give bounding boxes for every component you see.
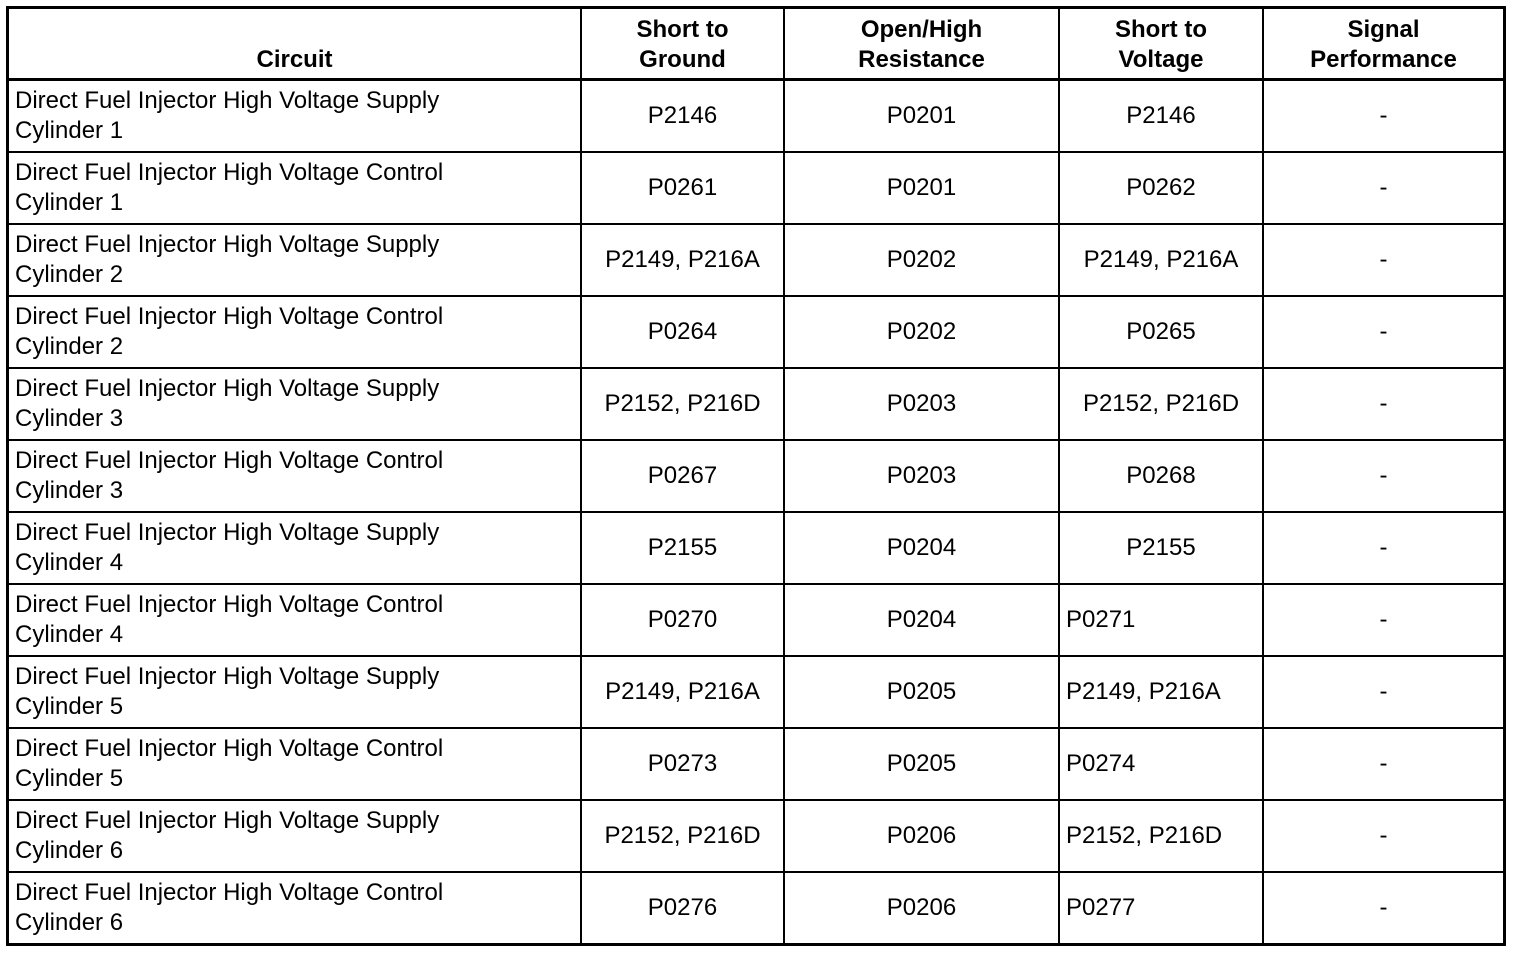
table-row: [8, 224, 1505, 296]
circuit-cell: [8, 512, 582, 584]
short-to-ground-cell: P2155: [581, 512, 784, 584]
table-row: [8, 656, 1505, 728]
circuit-cell: [8, 80, 582, 153]
table-row: [8, 296, 1505, 368]
circuit-cell: [8, 224, 582, 296]
short-to-voltage-cell: P2155: [1059, 512, 1263, 584]
short-to-ground-cell: P2149, P216A: [581, 224, 784, 296]
header-circuit-line-1: Circuit: [256, 46, 333, 73]
short-to-voltage-cell: P2149, P216A: [1059, 656, 1263, 728]
header-short-to-ground-line-2: Ground: [639, 46, 726, 73]
circuit-line-2: Cylinder 5: [15, 692, 124, 720]
short-to-ground-cell: P2146: [581, 80, 784, 153]
table-row: [8, 512, 1505, 584]
header-open-high-line-2: Resistance: [858, 46, 985, 73]
dtc-circuit-table: [6, 6, 1506, 946]
open-high-resistance-cell: P0206: [784, 800, 1059, 872]
short-to-voltage-cell: P0262: [1059, 152, 1263, 224]
open-high-resistance-cell: P0205: [784, 728, 1059, 800]
table-body: [8, 80, 1505, 945]
table-row: [8, 584, 1505, 656]
header-signal-performance-line-1: Signal: [1347, 16, 1420, 43]
table-row: [8, 800, 1505, 872]
circuit-line-2: Cylinder 1: [15, 117, 124, 144]
short-to-voltage-cell: P0271: [1059, 584, 1263, 656]
signal-performance-cell: -: [1263, 440, 1505, 512]
short-to-voltage-cell: P2146: [1059, 80, 1263, 153]
short-to-ground-cell: P0267: [581, 440, 784, 512]
table-row: [8, 152, 1505, 224]
open-high-resistance-cell: P0201: [784, 152, 1059, 224]
short-to-voltage-cell: P2152, P216D: [1059, 368, 1263, 440]
circuit-line-1: Direct Fuel Injector High Voltage Supply: [15, 662, 440, 690]
table-row: [8, 368, 1505, 440]
circuit-line-1: Direct Fuel Injector High Voltage Control: [15, 302, 444, 330]
signal-performance-cell: -: [1263, 872, 1505, 945]
circuit-line-2: Cylinder 2: [15, 260, 124, 288]
short-to-voltage-cell: P2152, P216D: [1059, 800, 1263, 872]
open-high-resistance-cell: P0206: [784, 872, 1059, 945]
short-to-ground-cell: P2152, P216D: [581, 368, 784, 440]
signal-performance-cell: -: [1263, 512, 1505, 584]
table-row: [8, 80, 1505, 153]
open-high-resistance-cell: P0202: [784, 296, 1059, 368]
header-circuit: [8, 8, 582, 80]
short-to-ground-cell: P0273: [581, 728, 784, 800]
short-to-voltage-cell: P0277: [1059, 872, 1263, 945]
circuit-line-2: Cylinder 3: [15, 476, 124, 504]
header-short-to-ground-line-1: Short to: [636, 16, 729, 43]
table-row: [8, 728, 1505, 800]
short-to-ground-cell: P2149, P216A: [581, 656, 784, 728]
table-row: [8, 872, 1505, 945]
short-to-ground-cell: P2152, P216D: [581, 800, 784, 872]
circuit-line-1: Direct Fuel Injector High Voltage Supply: [15, 518, 440, 546]
header-open-high-line-1: Open/High: [860, 16, 983, 43]
signal-performance-cell: -: [1263, 584, 1505, 656]
circuit-line-1: Direct Fuel Injector High Voltage Supply: [15, 374, 440, 402]
signal-performance-cell: -: [1263, 80, 1505, 153]
signal-performance-cell: -: [1263, 656, 1505, 728]
header-open-high-resistance: [784, 8, 1059, 80]
circuit-line-1: Direct Fuel Injector High Voltage Supply: [15, 87, 440, 114]
short-to-voltage-cell: P0268: [1059, 440, 1263, 512]
header-short-to-voltage-line-2: Voltage: [1118, 46, 1204, 73]
circuit-line-2: Cylinder 6: [15, 836, 124, 864]
open-high-resistance-cell: P0204: [784, 512, 1059, 584]
header-short-to-voltage: [1059, 8, 1263, 80]
signal-performance-cell: -: [1263, 800, 1505, 872]
circuit-cell: [8, 296, 582, 368]
circuit-line-1: Direct Fuel Injector High Voltage Control: [15, 446, 444, 474]
circuit-line-1: Direct Fuel Injector High Voltage Supply: [15, 230, 440, 258]
circuit-line-1: Direct Fuel Injector High Voltage Supply: [15, 806, 440, 834]
circuit-line-2: Cylinder 6: [15, 908, 124, 936]
short-to-ground-cell: P0264: [581, 296, 784, 368]
circuit-line-1: Direct Fuel Injector High Voltage Control: [15, 590, 444, 618]
open-high-resistance-cell: P0205: [784, 656, 1059, 728]
header-row: [8, 8, 1505, 80]
circuit-line-2: Cylinder 4: [15, 620, 124, 648]
short-to-voltage-cell: P2149, P216A: [1059, 224, 1263, 296]
circuit-cell: [8, 656, 582, 728]
header-short-to-voltage-line-1: Short to: [1115, 16, 1207, 43]
header-signal-performance: [1263, 8, 1505, 80]
open-high-resistance-cell: P0203: [784, 440, 1059, 512]
circuit-line-2: Cylinder 2: [15, 332, 124, 360]
circuit-line-2: Cylinder 3: [15, 404, 124, 432]
signal-performance-cell: -: [1263, 728, 1505, 800]
short-to-ground-cell: P0270: [581, 584, 784, 656]
circuit-cell: [8, 728, 582, 800]
short-to-voltage-cell: P0274: [1059, 728, 1263, 800]
circuit-cell: [8, 440, 582, 512]
circuit-line-2: Cylinder 4: [15, 548, 124, 576]
circuit-line-1: Direct Fuel Injector High Voltage Control: [15, 734, 444, 762]
signal-performance-cell: -: [1263, 224, 1505, 296]
circuit-cell: [8, 584, 582, 656]
open-high-resistance-cell: P0202: [784, 224, 1059, 296]
circuit-line-2: Cylinder 1: [15, 188, 124, 216]
header-signal-performance-line-2: Performance: [1310, 46, 1457, 73]
circuit-cell: [8, 800, 582, 872]
circuit-line-1: Direct Fuel Injector High Voltage Control: [15, 878, 444, 906]
circuit-cell: [8, 368, 582, 440]
open-high-resistance-cell: P0203: [784, 368, 1059, 440]
circuit-line-1: Direct Fuel Injector High Voltage Control: [15, 158, 444, 186]
open-high-resistance-cell: P0201: [784, 80, 1059, 153]
circuit-cell: [8, 152, 582, 224]
header-short-to-ground: [581, 8, 784, 80]
short-to-ground-cell: P0276: [581, 872, 784, 945]
circuit-cell: [8, 872, 582, 945]
short-to-voltage-cell: P0265: [1059, 296, 1263, 368]
signal-performance-cell: -: [1263, 368, 1505, 440]
signal-performance-cell: -: [1263, 296, 1505, 368]
open-high-resistance-cell: P0204: [784, 584, 1059, 656]
short-to-ground-cell: P0261: [581, 152, 784, 224]
signal-performance-cell: -: [1263, 152, 1505, 224]
table-row: [8, 440, 1505, 512]
circuit-line-2: Cylinder 5: [15, 764, 124, 792]
